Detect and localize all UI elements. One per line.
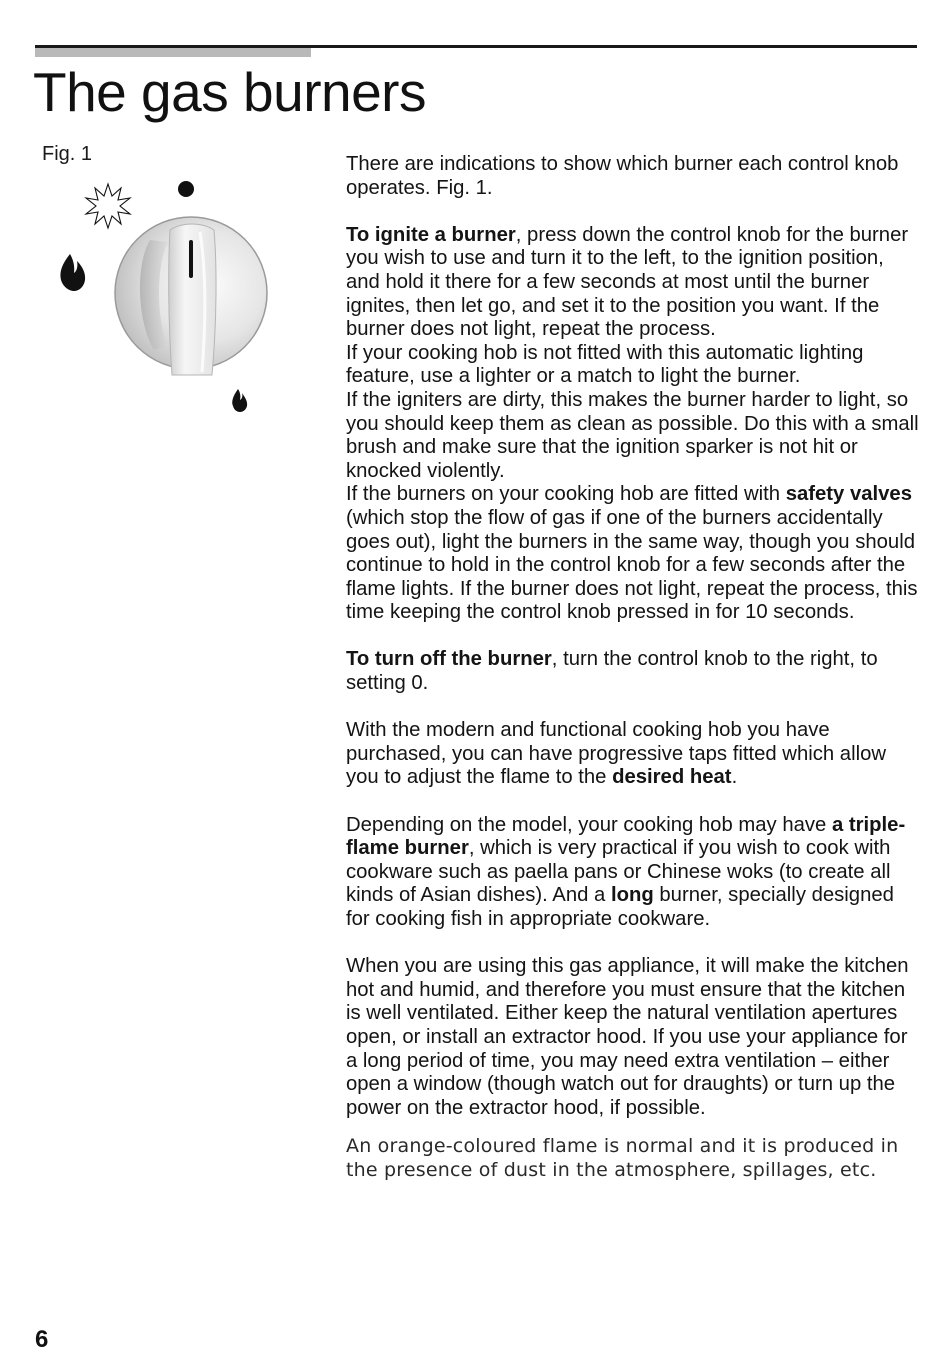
term-triple-flame: a triple-flame burner	[346, 813, 906, 860]
paragraph-safety-valves: If the burners on your cooking hob are fitted with safety valves (which stop the flow of gas if one of the burners accidentally goes out), light the burners in the same way, though you should continue to hold in the control knob for a few seconds after the flame lights. If the burner does not light, repeat the process, this time keeping the control knob pressed in for 10 seconds.	[346, 483, 918, 624]
figure-label: Fig. 1	[42, 143, 93, 165]
page-title: The gas burners	[33, 61, 426, 123]
small-flame-icon	[232, 389, 247, 412]
paragraph-turn-off: To turn off the burner, turn the control knob to the right, to setting 0.	[346, 648, 878, 695]
heading-ignite: To ignite a burner	[346, 223, 516, 246]
body-text	[346, 153, 920, 1182]
page-number: 6	[35, 1326, 49, 1353]
large-flame-icon	[60, 254, 85, 291]
term-safety-valves: safety valves	[785, 483, 912, 506]
paragraph-manual-lighting: If your cooking hob is not fitted with this automatic lighting feature, use a lighter or a match to light the burner.	[346, 341, 864, 388]
control-knob-figure	[50, 170, 290, 430]
paragraph-igniters: If the igniters are dirty, this makes the burner harder to light, so you should keep them as clean as possible. Do this with a small brush and make sure that the ignition sparker is not hit or knocked violently.	[346, 388, 919, 482]
paragraph-orange-flame: An orange-coloured flame is normal and it is produced in the presence of dust in the atmosphere, spillages, etc.	[346, 1135, 899, 1182]
paragraph-progressive-taps: With the modern and functional cooking hob you have purchased, you can have progressive taps fitted which allow you to adjust the flame to the desired heat.	[346, 719, 887, 789]
dot-icon	[178, 181, 194, 197]
paragraph-indications: There are indications to show which burner each control knob operates. Fig. 1.	[346, 153, 899, 199]
control-knob	[115, 217, 267, 375]
term-desired-heat: desired heat	[612, 766, 732, 789]
paragraph-ignite: To ignite a burner, press down the control knob for the burner you wish to use and turn it to the left, to the ignition position, and hold it there for a few seconds at most until the burner ignites, then let go, and set it to the position you want. If the burner does not light, repeat the process.	[346, 223, 909, 341]
paragraph-ventilation: When you are using this gas appliance, it will make the kitchen hot and humid, and therefore you must ensure that the kitchen is well ventilated. Either keep the natural ventilation apertures open, or install an extractor hood. If you use your appliance for a long period of time, you may need extra ventilation – either open a window (though watch out for draughts) or turn up the power on the extractor hood, if possible.	[346, 955, 909, 1119]
spark-icon	[86, 184, 130, 228]
header-accent-bar	[35, 48, 311, 57]
heading-turn-off: To turn off the burner	[346, 648, 552, 671]
term-long: long	[610, 884, 654, 907]
paragraph-burner-types: Depending on the model, your cooking hob may have a triple-flame burner, which is very practical if you wish to cook with cookware such as paella pans or Chinese woks (to create all kinds of Asian dishes). And a long burner, specially designed for cooking fish in appropriate cookware.	[346, 813, 906, 930]
